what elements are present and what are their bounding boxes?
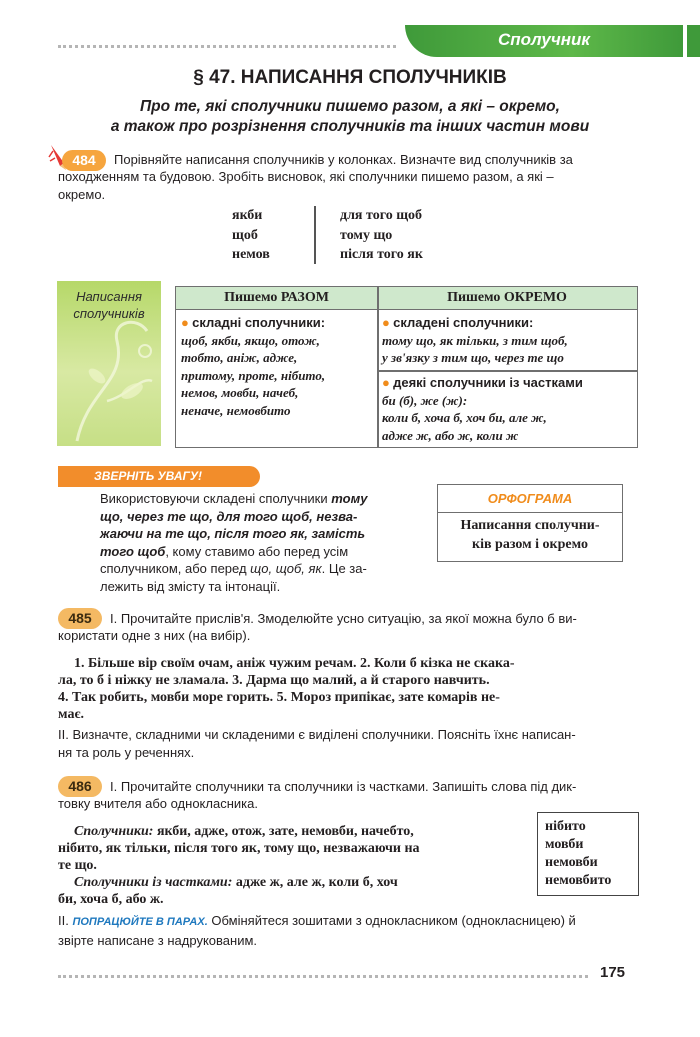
text-line: І. Прочитайте сполучники та сполучники із частками. Запишіть слова під дик-	[110, 779, 577, 794]
header-dotted-rule	[58, 45, 396, 48]
cell-heading: деякі сполучники із частками	[393, 375, 583, 390]
table-divider	[377, 287, 379, 447]
bullet-icon: ●	[181, 315, 189, 330]
box-word: немовбито	[545, 873, 612, 888]
text-line: має.	[58, 707, 84, 722]
text-line: звірте написане з надрукованим.	[58, 932, 258, 948]
cell-line: тобто, аніж, адже,	[181, 350, 298, 365]
cell-line: немов, мовби, начеб,	[181, 385, 299, 400]
word: якби	[232, 208, 263, 223]
bullet-icon: ●	[382, 315, 390, 330]
text-line: походженням та будовою. Зробіть висновок, які сполучники пишемо разом, а які –	[58, 169, 554, 184]
page-title: § 47. НАПИСАННЯ СПОЛУЧНИКІВ	[193, 67, 507, 88]
text-line: ІІ. ПОПРАЦЮЙТЕ В ПАРАХ. Обміняйтеся зошитами з однокласником (однокласницею) й	[58, 913, 576, 928]
text-line: би, хоча б, або ж.	[58, 892, 164, 907]
exercise-486-task1-cont	[58, 795, 648, 813]
word: немов	[232, 247, 270, 262]
word: для того щоб	[340, 208, 423, 223]
text-line: Порівняйте написання сполучників у колонках. Визначте вид сполучників за	[114, 152, 573, 167]
text-line: сполучником, або перед що, щоб, як. Це за-	[100, 561, 367, 576]
cell-line: у зв'язку з тим що, через те що	[382, 350, 564, 365]
orthogram-box	[437, 484, 623, 562]
text-line: ла, то б і ніжку не зламала. 3. Дарма що малий, а й старого навчить.	[58, 673, 490, 688]
exercise-number-484: 484	[62, 150, 106, 171]
cell-line: би (б), же (ж):	[382, 392, 468, 408]
exercise-485-task1-cont	[58, 627, 648, 645]
header-together: Пишемо РАЗОМ	[176, 287, 377, 310]
exercise-number-485: 485	[58, 608, 102, 629]
words-box	[537, 812, 639, 896]
text-line: користати одне з них (на вибір).	[58, 628, 251, 643]
header-edge-strip	[687, 25, 700, 57]
bullet-icon: ●	[382, 375, 390, 390]
text-line: Написання сполучни-	[460, 518, 600, 533]
exercise-485-task1	[110, 610, 645, 628]
sidebar-label-line: Написання	[76, 289, 142, 304]
cell-separately-compound	[382, 314, 638, 367]
text-line: Використовуючи складені сполучники тому	[100, 491, 368, 506]
subtitle-line: а також про розрізнення сполучників та інших частин мови	[110, 118, 590, 135]
footer-dotted-rule	[58, 975, 588, 978]
left-column	[232, 206, 270, 265]
text-line: Сполучники із частками: адже ж, але ж, коли б, хоч	[74, 875, 398, 890]
sidebar-label-line: сполучників	[73, 306, 145, 321]
pair-work-tag: ПОПРАЦЮЙТЕ В ПАРАХ.	[72, 916, 208, 928]
exercise-486-task2	[58, 912, 648, 949]
header-separately: Пишемо ОКРЕМО	[377, 287, 637, 310]
orthogram-text	[438, 513, 622, 554]
box-word: мовби	[545, 837, 584, 852]
cell-separately-particles	[382, 374, 638, 444]
text-line: Сполучники: якби, адже, отож, зате, немовби, начебто,	[74, 824, 414, 839]
attention-text	[100, 490, 418, 595]
proverbs	[58, 655, 648, 723]
text-line: те що.	[58, 858, 97, 873]
text-line: І. Прочитайте прислів'я. Змоделюйте усно ситуацію, за якої можна було б ви-	[110, 611, 577, 626]
exercise-485-task2	[58, 726, 648, 761]
attention-tag: ЗВЕРНІТЬ УВАГУ!	[58, 466, 260, 487]
cell-line: притому, проте, нібито,	[181, 367, 326, 383]
word: щоб	[232, 227, 258, 243]
cell-heading: складні сполучники:	[192, 315, 326, 330]
floral-ornament-icon	[57, 281, 161, 446]
spelling-rule-table	[175, 286, 638, 448]
text-line: 1. Більше вір своїм очам, аніж чужим речам. 2. Коли б кізка не скака-	[74, 656, 515, 671]
text-line: ків разом і окремо	[472, 537, 588, 552]
cell-line: коли б, хоча б, хоч би, але ж,	[382, 410, 547, 425]
box-word: немовби	[545, 855, 598, 870]
exercise-484-text	[114, 151, 644, 169]
rule-sidebar	[57, 281, 161, 446]
text-line: жаючи на те що, після того як, замість	[100, 526, 366, 541]
box-word: нібито	[545, 819, 586, 834]
text-line: нібито, як тільки, після того як, тому що, незважаючи на	[58, 841, 420, 856]
cell-line: адже ж, або ж, коли ж	[382, 427, 519, 443]
exercise-number-486: 486	[58, 776, 102, 797]
cell-line: тому що, як тільки, з тим щоб,	[382, 332, 568, 348]
cell-line: щоб, якби, якщо, отож,	[181, 332, 320, 348]
text-line: лежить від змісту та інтонації.	[100, 578, 281, 594]
cell-line: неначе, немовбито	[181, 402, 291, 418]
text-line: що, через те що, для того щоб, незва-	[100, 508, 358, 524]
page-number: 175	[600, 964, 626, 981]
column-divider	[314, 206, 316, 264]
table-divider	[377, 370, 637, 372]
exercise-486-task1	[110, 778, 645, 796]
page-subtitle	[0, 97, 700, 137]
exercise-484-text-cont	[58, 168, 648, 203]
text-line: товку вчителя або однокласника.	[58, 796, 258, 811]
conjunctions-list	[58, 823, 528, 908]
cell-together	[181, 314, 373, 419]
word: тому що	[340, 227, 393, 243]
subtitle-line: Про те, які сполучники пишемо разом, а які – окремо,	[140, 98, 560, 115]
text-line: ня та роль у реченнях.	[58, 744, 195, 760]
text-line: ІІ. Визначте, складними чи складеними є виділені сполучники. Поясніть їхнє написан-	[58, 727, 576, 742]
word: після того як	[340, 247, 423, 262]
orthogram-title: ОРФОГРАМА	[438, 485, 622, 513]
right-column	[340, 206, 423, 265]
section-tab: Сполучник	[405, 25, 683, 57]
text-line: 4. Так робить, мовби море горить. 5. Мороз припікає, зате комарів не-	[58, 690, 500, 705]
text-line: того щоб, кому ставимо або перед усім	[100, 543, 349, 559]
text-line: окремо.	[58, 186, 106, 202]
cell-heading: складені сполучники:	[393, 315, 534, 330]
